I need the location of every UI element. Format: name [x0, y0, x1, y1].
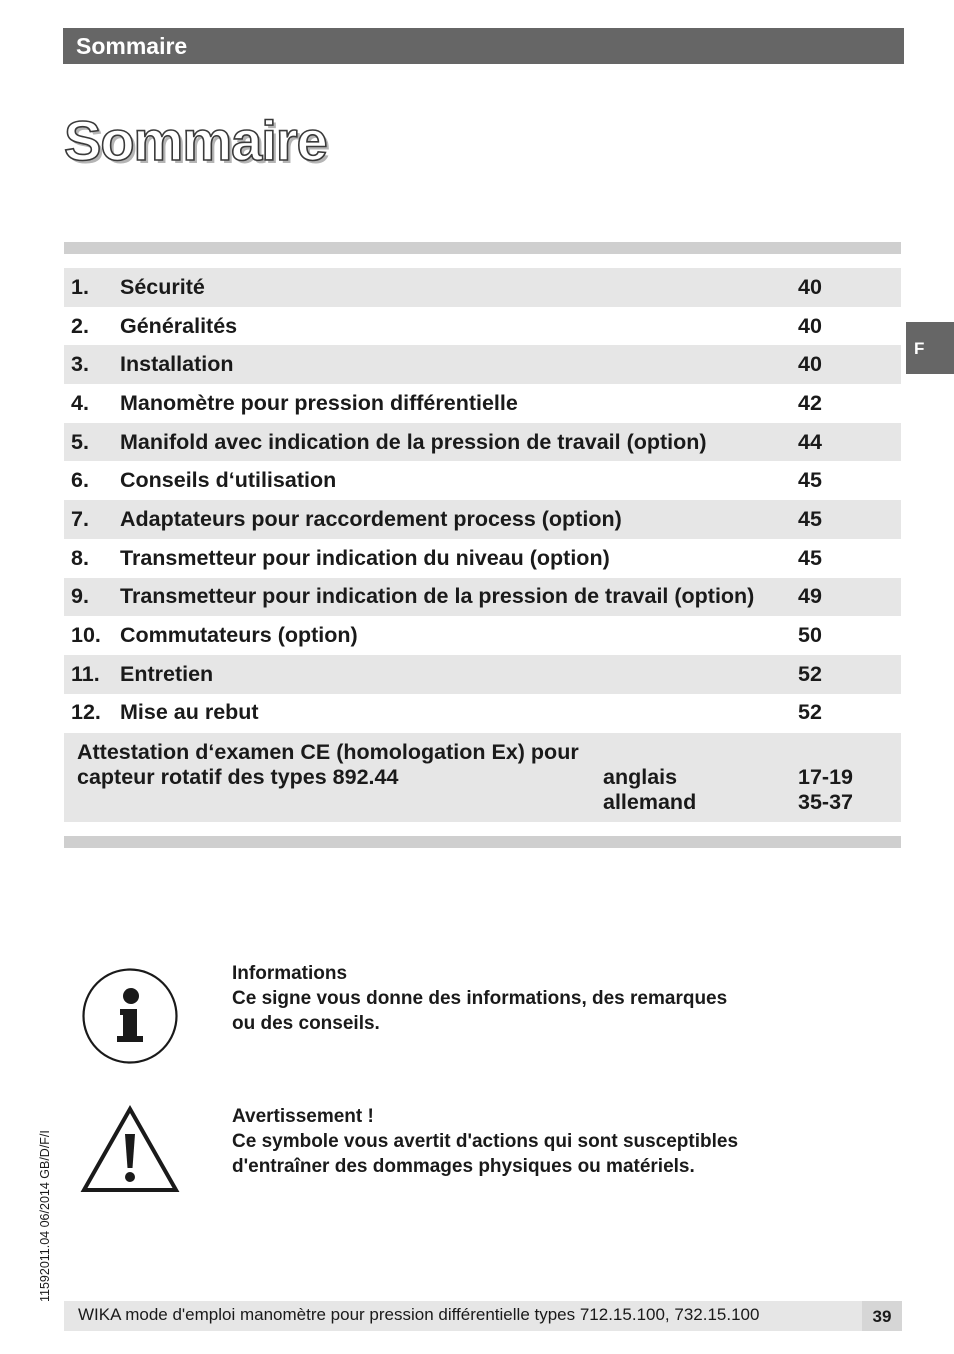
toc-row[interactable] [64, 384, 901, 423]
document-code: 11592011.04 06/2014 GB/D/F/I [38, 1130, 52, 1302]
toc-number: 7. [71, 506, 89, 531]
table-of-contents [64, 268, 901, 732]
toc-row[interactable] [64, 500, 901, 539]
toc-label: Commutateurs (option) [120, 623, 358, 648]
toc-number: 10. [71, 623, 101, 648]
toc-label: Transmetteur pour indication du niveau (option) [120, 545, 610, 570]
warning-note-line: d'entraîner des dommages physiques ou matériels. [232, 1156, 695, 1177]
toc-number: 3. [71, 352, 89, 377]
toc-bottom-rule [64, 836, 901, 848]
toc-row[interactable] [64, 307, 901, 346]
warning-note-title: Avertissement ! [232, 1106, 374, 1127]
toc-label: Mise au rebut [120, 700, 259, 725]
toc-top-rule [64, 242, 901, 254]
info-note-line: Ce signe vous donne des informations, des remarques [232, 988, 728, 1009]
toc-number: 11. [71, 661, 100, 686]
toc-page: 50 [798, 623, 822, 648]
toc-row[interactable] [64, 539, 901, 578]
toc-page: 40 [798, 352, 822, 377]
warning-note [232, 1104, 738, 1179]
toc-row[interactable] [64, 694, 901, 733]
certificate-entry[interactable] [64, 733, 901, 822]
section-header [63, 28, 904, 64]
info-note-title: Informations [232, 963, 348, 984]
certificate-line-2: capteur rotatif des types 892.44 [77, 765, 399, 789]
toc-row[interactable] [64, 461, 901, 500]
page-footer [64, 1301, 902, 1331]
info-icon [80, 966, 180, 1066]
certificate-language-german: allemand [603, 790, 697, 814]
toc-label: Transmetteur pour indication de la pression de travail (option) [120, 584, 755, 609]
toc-row[interactable] [64, 345, 901, 384]
footer-text: WIKA mode d'emploi manomètre pour pression différentielle types 712.15.100, 732.15.100 [78, 1305, 760, 1324]
toc-label: Généralités [120, 313, 238, 338]
toc-number: 1. [71, 274, 89, 299]
toc-page: 45 [798, 545, 822, 570]
certificate-page-english: 17-19 [798, 765, 853, 789]
certificate-language-english: anglais [603, 765, 678, 789]
toc-row[interactable] [64, 268, 901, 307]
language-tab [906, 322, 954, 374]
info-note [232, 961, 727, 1036]
toc-label: Manomètre pour pression différentielle [120, 390, 518, 415]
toc-number: 4. [71, 390, 89, 415]
toc-page: 40 [798, 313, 822, 338]
toc-row[interactable] [64, 578, 901, 617]
toc-page: 52 [798, 661, 822, 686]
toc-number: 2. [71, 313, 89, 338]
info-note-line: ou des conseils. [232, 1013, 380, 1034]
toc-label: Adaptateurs pour raccordement process (option) [120, 506, 622, 531]
language-tab-label: F [914, 339, 925, 358]
toc-row[interactable] [64, 616, 901, 655]
toc-label: Entretien [120, 661, 214, 686]
toc-number: 9. [71, 584, 89, 609]
toc-number: 12. [71, 700, 101, 725]
toc-row[interactable] [64, 655, 901, 694]
toc-page: 52 [798, 700, 822, 725]
warning-note-line: Ce symbole vous avertit d'actions qui sont susceptibles [232, 1131, 739, 1152]
toc-page: 42 [798, 390, 822, 415]
toc-label: Manifold avec indication de la pression de travail (option) [120, 429, 707, 454]
page-title: Sommaire [64, 109, 327, 172]
section-header-title: Sommaire [76, 33, 188, 59]
toc-label: Sécurité [120, 274, 205, 299]
page-number: 39 [862, 1301, 902, 1331]
toc-number: 6. [71, 468, 89, 493]
toc-page: 49 [798, 584, 822, 609]
toc-label: Installation [120, 352, 234, 377]
toc-page: 44 [798, 429, 822, 454]
certificate-line-1: Attestation d‘examen CE (homologation Ex) pour [77, 740, 579, 764]
toc-page: 40 [798, 274, 822, 299]
toc-number: 5. [71, 429, 89, 454]
certificate-page-german: 35-37 [798, 790, 853, 814]
toc-label: Conseils d‘utilisation [120, 468, 337, 493]
toc-row[interactable] [64, 423, 901, 462]
toc-page: 45 [798, 506, 822, 531]
toc-number: 8. [71, 545, 89, 570]
warning-icon [80, 1104, 180, 1194]
toc-page: 45 [798, 468, 822, 493]
